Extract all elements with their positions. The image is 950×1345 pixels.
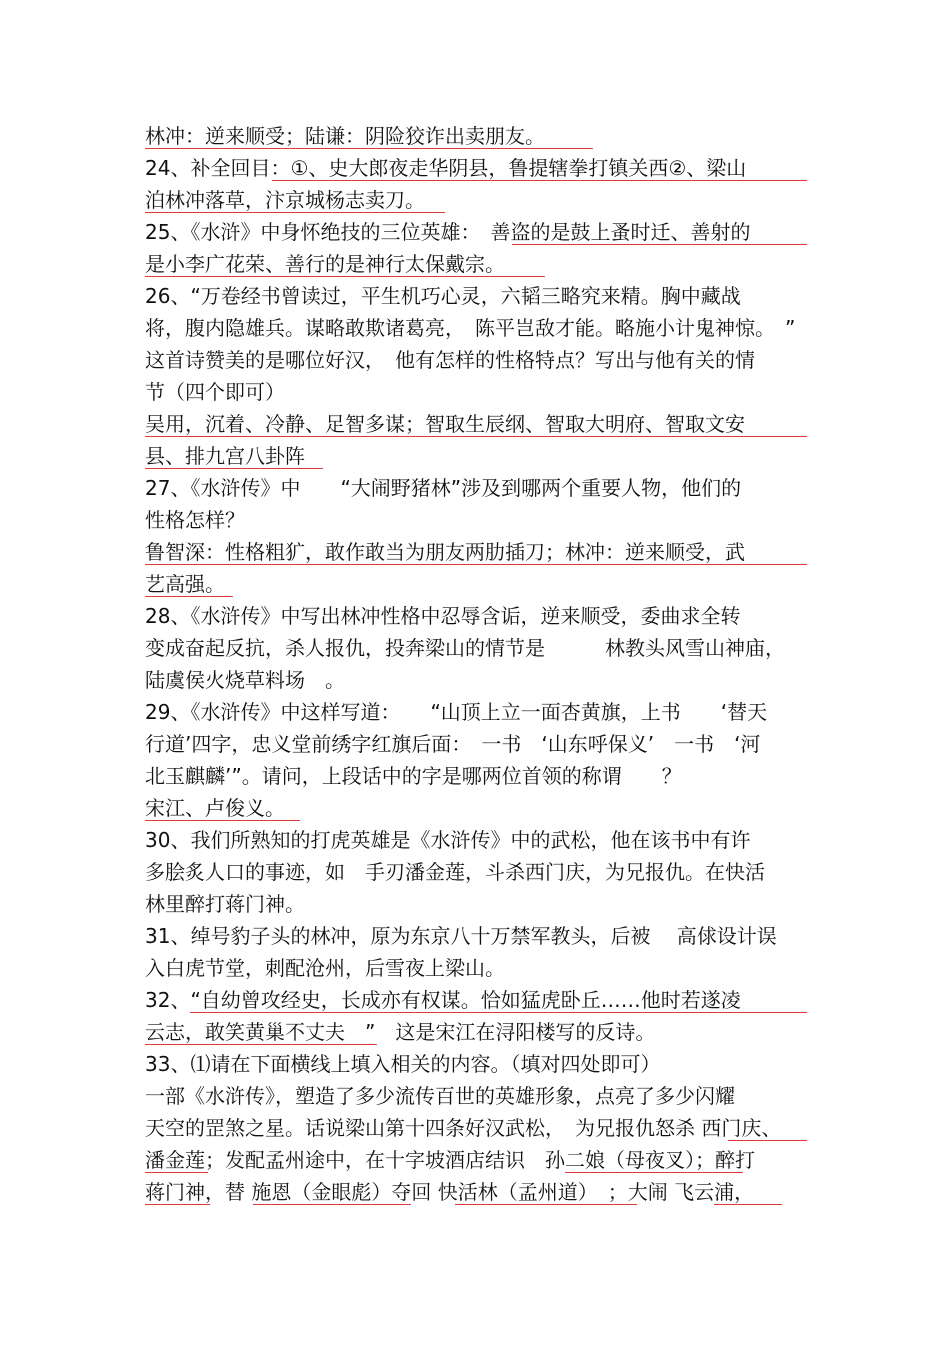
question-27: 27、《水浒传》中 “大闹野猪林”涉及到哪两个重要人物，他们的 [145,476,742,500]
answer-underline [145,148,593,149]
answer-line: 鲁智深：性格粗犷，敢作敢当为朋友两肋插刀；林冲：逆来顺受，武 [145,540,745,564]
text-line: 是小李广花荣、善行的是神行太保戴宗。 [145,252,505,276]
question-31: 31、绰号豹子头的林冲，原为东京八十万禁军教头，后被 高俅设计误 [145,924,777,948]
answer-underline [145,820,300,821]
answer-underline [272,180,807,181]
text-line: 行道’四字，忠义堂前绣字红旗后面： 一书 ‘山东呼保义’ 一书 ‘河 [145,732,761,756]
answer-line: 吴用，沉着、冷静、足智多谋；智取生辰纲、智取大明府、智取文安 [145,412,745,436]
answer-underline [145,1204,210,1205]
text-line: 入白虎节堂，刺配沧州，后雪夜上梁山。 [145,956,505,980]
answer-underline [714,1204,782,1205]
question-32: 32、“自幼曾攻经史，长成亦有权谋。恰如猛虎卧丘……他时若遂凌 [145,988,741,1012]
answer-underline [145,1172,208,1173]
answer-line: 艺高强。 [145,572,225,596]
answer-line: 宋江、卢俊义。 [145,796,285,820]
answer-line: 县、排九宫八卦阵 [145,444,305,468]
text-line: 这首诗赞美的是哪位好汉， 他有怎样的性格特点？写出与他有关的情 [145,348,755,372]
question-30: 30、我们所熟知的打虎英雄是《水浒传》中的武松，他在该书中有许 [145,828,751,852]
text-line: 多脍炙人口的事迹，如 手刃潘金莲，斗杀西门庆，为兄报仇。在快活 [145,860,765,884]
question-29: 29、《水浒传》中这样写道： “山顶上立一面杏黄旗，上书 ‘替天 [145,700,768,724]
text-line: 变成奋起反抗，杀人报仇，投奔梁山的情节是 林教头风雪山神庙， [145,636,785,660]
answer-underline [190,1012,807,1013]
answer-underline [145,564,807,565]
answer-underline [145,276,545,277]
answer-underline [512,244,807,245]
text-line: 陆虞侯火烧草料场 。 [145,668,345,692]
answer-underline [145,468,323,469]
text-line: 潘金莲；发配孟州途中，在十字坡酒店结识 孙二娘（母夜叉）；醉打 [145,1148,755,1172]
text-line: 云志，敢笑黄巢不丈夫 ” 这是宋江在浔阳楼写的反诗。 [145,1020,656,1044]
question-33: 33、⑴请在下面横线上填入相关的内容。（填对四处即可） [145,1052,661,1076]
answer-underline [145,212,445,213]
answer-underline [145,436,807,437]
question-25: 25、《水浒》中身怀绝技的三位英雄： 善盗的是鼓上蚤时迁、善射的 [145,220,751,244]
text-line: 北玉麒麟’”。请问，上段话中的字是哪两位首领的称谓 ？ [145,764,682,788]
text-line: 天空的罡煞之星。话说梁山第十四条好汉武松， 为兄报仇怒杀 西门庆、 [145,1116,782,1140]
question-24: 24、补全回目：①、史大郎夜走华阴县，鲁提辖拳打镇关西②、梁山 [145,156,747,180]
text-line: 将，腹内隐雄兵。谋略敢欺诸葛亮， 陈平岂敌才能。略施小计鬼神惊。 ” [145,316,796,340]
question-26: 26、“万卷经书曾读过，平生机巧心灵，六韬三略究来精。胸中藏战 [145,284,741,308]
answer-line: 林冲：逆来顺受；陆谦：阴险狡诈出卖朋友。 [145,124,545,148]
text-line: 一部《水浒传》，塑造了多少流传百世的英雄形象，点亮了多少闪耀 [145,1084,735,1108]
text-line: 性格怎样？ [145,508,245,532]
answer-underline [253,1204,411,1205]
answer-underline [565,1172,743,1173]
text-line: 蒋门神，替 施恩（金眼彪）夺回 快活林（孟州道） ；大闹 飞云浦， [145,1180,755,1204]
text-line: 林里醉打蒋门神。 [145,892,305,916]
answer-underline [455,1204,637,1205]
text-line: 节（四个即可） [145,380,285,404]
text-line: 泊林冲落草，汴京城杨志卖刀。 [145,188,425,212]
answer-underline [145,1044,377,1045]
answer-underline [728,1140,807,1141]
question-28: 28、《水浒传》中写出林冲性格中忍辱含诟，逆来顺受，委曲求全转 [145,604,741,628]
answer-underline [145,596,233,597]
